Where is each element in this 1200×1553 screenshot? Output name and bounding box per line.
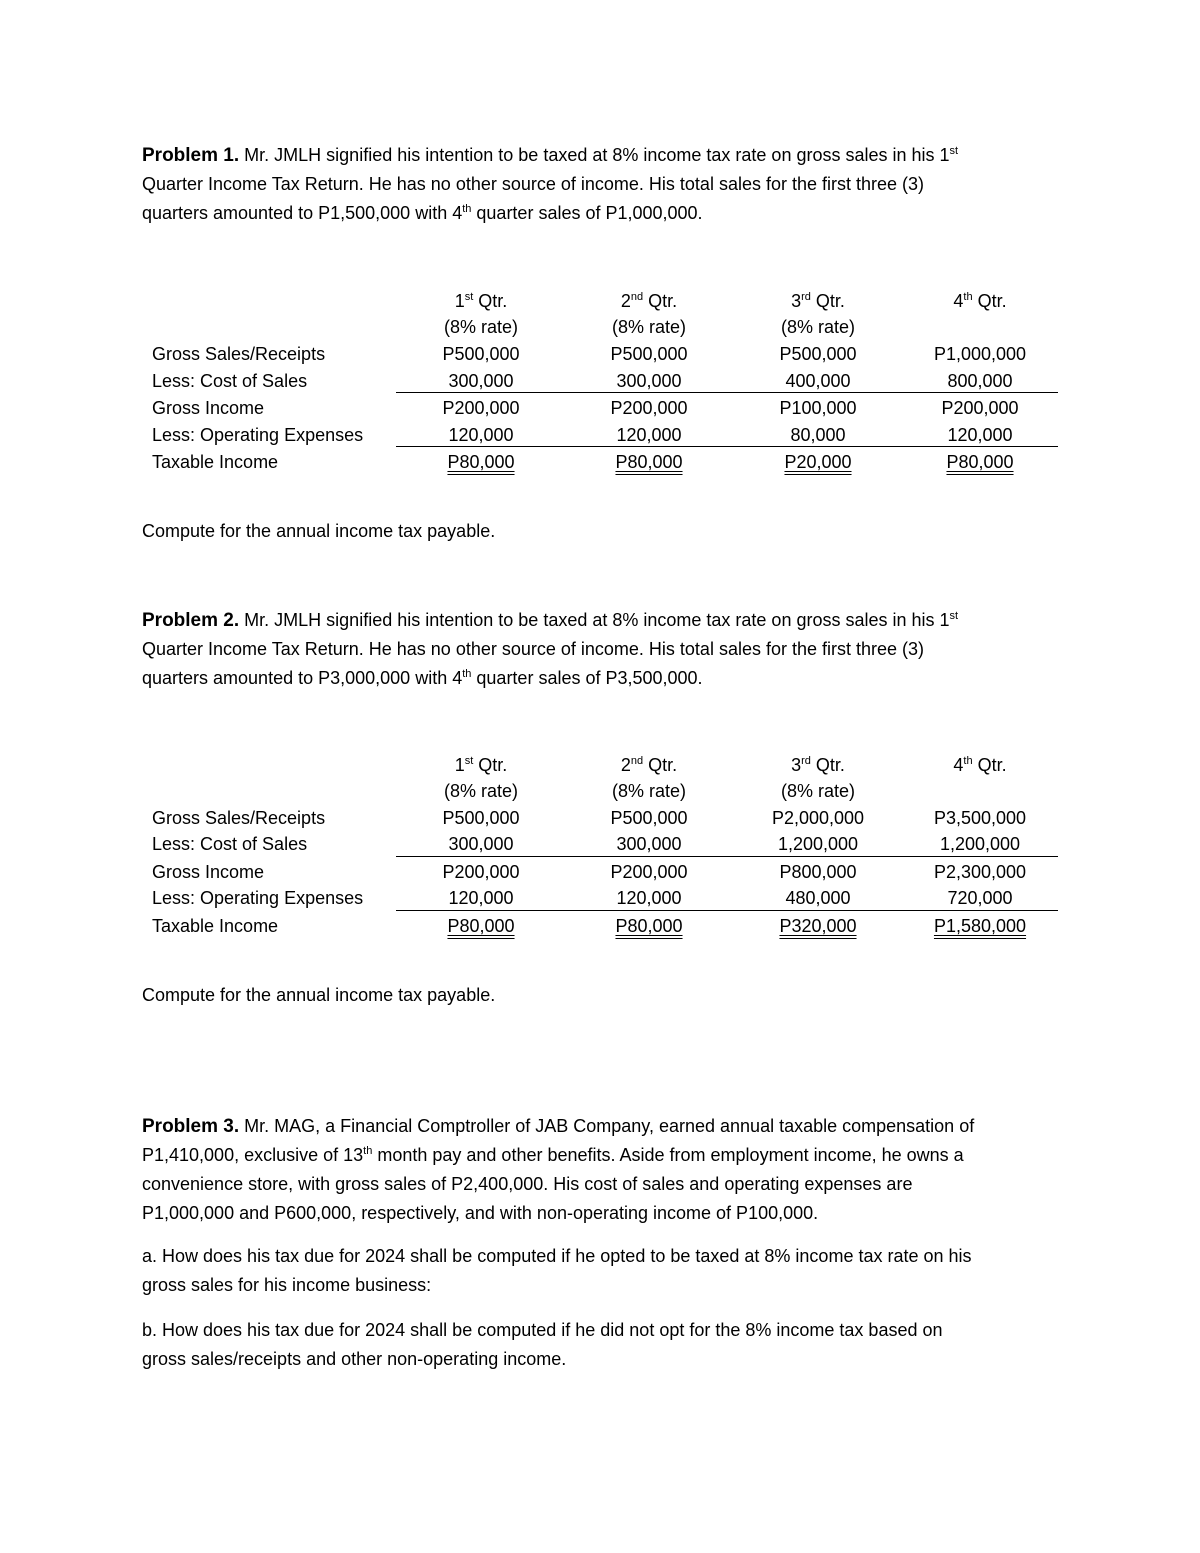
table-cell: P200,000 xyxy=(442,398,520,418)
table-header-rate: (8% rate) xyxy=(611,317,687,337)
table-cell: P500,000 xyxy=(610,344,688,364)
table-header: 2nd Qtr. xyxy=(620,291,678,311)
row-label: Taxable Income xyxy=(152,916,279,936)
row-label: Less: Operating Expenses xyxy=(152,425,364,445)
table-cell: P500,000 xyxy=(442,344,520,364)
problem-3-text: P1,410,000, exclusive of 13 xyxy=(142,1145,364,1165)
table-cell: 80,000 xyxy=(790,425,846,445)
table-cell: 120,000 xyxy=(947,425,1013,445)
table-cell: 120,000 xyxy=(448,888,514,908)
table-header: 2nd Qtr. xyxy=(620,755,678,775)
table-cell: P800,000 xyxy=(779,862,857,882)
problem-2-text: quarter sales of P3,500,000. xyxy=(471,668,703,688)
problem-1-text: quarter sales of P1,000,000. xyxy=(471,203,703,223)
table-cell: P500,000 xyxy=(779,344,857,364)
problem-2-question: Compute for the annual income tax payable. xyxy=(142,985,496,1005)
table-cell: 120,000 xyxy=(616,888,682,908)
problem-3-text: convenience store, with gross sales of P2,400,000. His cost of sales and operating expenses are xyxy=(142,1174,913,1194)
table-cell-total: P80,000 xyxy=(946,452,1014,472)
table-rule xyxy=(396,392,1058,393)
problem-1-title: Problem 1. xyxy=(142,145,240,166)
table-cell: 120,000 xyxy=(448,425,514,445)
table-header: 4th Qtr. xyxy=(953,755,1007,775)
row-label: Gross Sales/Receipts xyxy=(152,344,326,364)
table-cell: 720,000 xyxy=(947,888,1013,908)
problem-1-text: Quarter Income Tax Return. He has no other source of income. His total sales for the first three (3) xyxy=(142,174,925,194)
problem-3-question-a: a. How does his tax due for 2024 shall be computed if he opted to be taxed at 8% income tax rate on his gross sales for his income business: xyxy=(142,1246,972,1295)
table-cell-total: P80,000 xyxy=(447,916,515,936)
problem-1-statement xyxy=(142,141,1062,228)
table-cell-total: P80,000 xyxy=(615,916,683,936)
problem-2-title: Problem 2. xyxy=(142,610,240,631)
table-cell: 480,000 xyxy=(785,888,851,908)
row-label: Gross Income xyxy=(152,862,265,882)
table-rule xyxy=(396,446,1058,447)
table-cell: P200,000 xyxy=(610,398,688,418)
table-header-rate: (8% rate) xyxy=(780,781,856,801)
problem-1-text: Mr. JMLH signified his intention to be taxed at 8% income tax rate on gross sales in his 1 xyxy=(244,145,950,165)
table-cell: P500,000 xyxy=(442,808,520,828)
table-header-rate: (8% rate) xyxy=(443,781,519,801)
table-header-rate: (8% rate) xyxy=(443,317,519,337)
problem-1-question: Compute for the annual income tax payable. xyxy=(142,521,496,541)
table-header-rate: (8% rate) xyxy=(611,781,687,801)
table-cell: P200,000 xyxy=(610,862,688,882)
table-rule xyxy=(396,856,1058,857)
table-cell-total: P20,000 xyxy=(784,452,852,472)
table-cell: P500,000 xyxy=(610,808,688,828)
table-cell-total: P80,000 xyxy=(615,452,683,472)
problem-2-statement xyxy=(142,606,1062,693)
problem-3-question-b: b. How does his tax due for 2024 shall be computed if he did not opt for the 8% income tax based on gross sales/receipts and other non-operating income. xyxy=(142,1320,943,1369)
problem-3-text: Mr. MAG, a Financial Comptroller of JAB Company, earned annual taxable compensation of xyxy=(244,1116,975,1136)
row-label: Gross Sales/Receipts xyxy=(152,808,326,828)
table-cell: 1,200,000 xyxy=(777,834,859,854)
table-cell: 800,000 xyxy=(947,371,1013,391)
problem-2-text: Mr. JMLH signified his intention to be taxed at 8% income tax rate on gross sales in his 1 xyxy=(244,610,950,630)
table-cell: 300,000 xyxy=(448,834,514,854)
table-cell-total: P1,580,000 xyxy=(933,916,1027,936)
table-header: 3rd Qtr. xyxy=(791,291,845,311)
row-label: Less: Operating Expenses xyxy=(152,888,364,908)
problem-3-text: P1,000,000 and P600,000, respectively, and with non-operating income of P100,000. xyxy=(142,1203,819,1223)
row-label: Less: Cost of Sales xyxy=(152,834,308,854)
superscript: th xyxy=(462,203,472,215)
table-header: 1st Qtr. xyxy=(454,755,508,775)
problem-3-statement xyxy=(142,1112,1062,1228)
table-cell: P1,000,000 xyxy=(933,344,1027,364)
superscript: th xyxy=(363,1145,373,1157)
table-rule xyxy=(396,910,1058,911)
table-cell: P2,000,000 xyxy=(771,808,865,828)
table-cell: 400,000 xyxy=(785,371,851,391)
table-cell-total: P320,000 xyxy=(779,916,857,936)
problem-2-text: Quarter Income Tax Return. He has no other source of income. His total sales for the first three (3) xyxy=(142,639,925,659)
table-header: 3rd Qtr. xyxy=(791,755,845,775)
table-cell: P2,300,000 xyxy=(933,862,1027,882)
table-header: 4th Qtr. xyxy=(953,291,1007,311)
problem-3-title: Problem 3. xyxy=(142,1116,240,1137)
table-cell: 300,000 xyxy=(448,371,514,391)
table-cell: P3,500,000 xyxy=(933,808,1027,828)
table-header-rate: (8% rate) xyxy=(780,317,856,337)
table-header: 1st Qtr. xyxy=(454,291,508,311)
table-cell: P200,000 xyxy=(941,398,1019,418)
table-cell: 300,000 xyxy=(616,834,682,854)
superscript: th xyxy=(462,668,472,680)
table-cell: 300,000 xyxy=(616,371,682,391)
superscript: st xyxy=(949,145,959,157)
table-cell-total: P80,000 xyxy=(447,452,515,472)
row-label: Taxable Income xyxy=(152,452,279,472)
table-cell: P100,000 xyxy=(779,398,857,418)
table-cell: P200,000 xyxy=(442,862,520,882)
superscript: st xyxy=(949,610,959,622)
table-cell: 120,000 xyxy=(616,425,682,445)
table-cell: 1,200,000 xyxy=(939,834,1021,854)
problem-3-text: month pay and other benefits. Aside from employment income, he owns a xyxy=(372,1145,964,1165)
problem-1-text: quarters amounted to P1,500,000 with 4 xyxy=(142,203,463,223)
row-label: Less: Cost of Sales xyxy=(152,371,308,391)
row-label: Gross Income xyxy=(152,398,265,418)
problem-2-text: quarters amounted to P3,000,000 with 4 xyxy=(142,668,463,688)
